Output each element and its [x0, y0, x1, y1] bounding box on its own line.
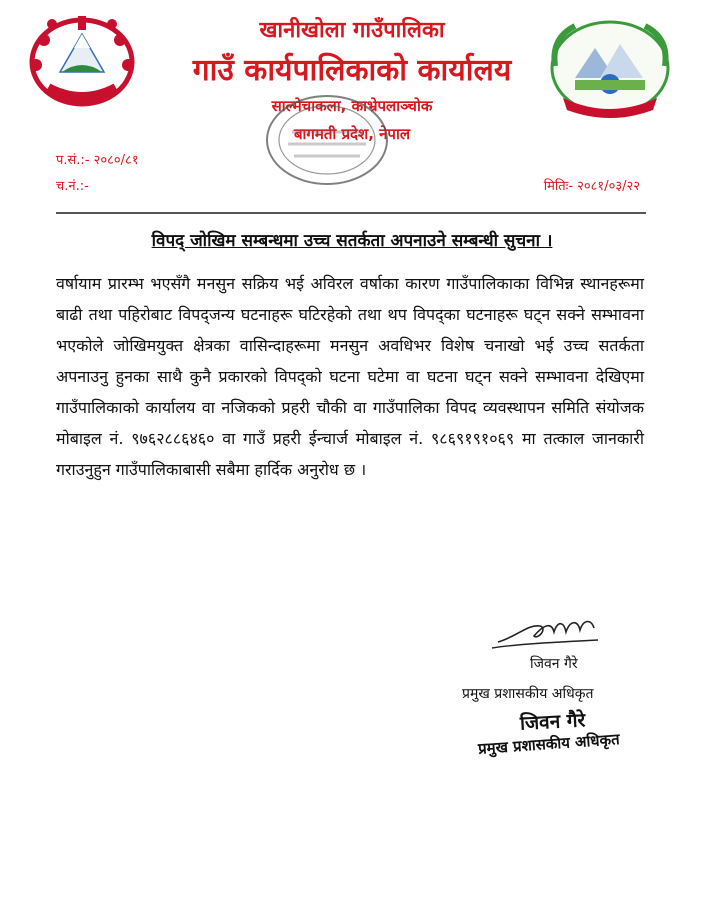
- dispatch-number: च.नं.:-: [56, 179, 89, 194]
- signatory-name: जिवन गैरे: [530, 656, 578, 672]
- title-stamp: प्रमुख प्रशासकीय अधिकृत: [477, 730, 621, 758]
- office-location: साल्मेचाकला, काभ्रेपलाञ्चोक: [271, 97, 433, 115]
- handwritten-signature: [488, 606, 608, 656]
- letter-date: मितिः- २०८१/०३/२२: [543, 179, 640, 194]
- reference-number: प.सं.:- २०८०/८१: [56, 153, 139, 168]
- office-seal-stamp: [262, 92, 392, 188]
- header-divider: [56, 212, 646, 214]
- municipality-name: खानीखोला गाउँपालिका: [259, 18, 445, 43]
- notice-subject: विपद् जोखिम सम्बन्धमा उच्च सतर्कता अपनाउने सम्बन्धी सुचना ।: [151, 231, 553, 251]
- notice-body: वर्षायाम प्रारम्भ भएसँगै मनसुन सक्रिय भई अविरल वर्षाका कारण गाउँपालिकाका विभिन्न स्थानहरूमा बाढी तथा पहिरोबाट विपद्जन्य घटनाहरू घटिरहेको तथा थप विपद्का घटनाहरू घट्न सक्ने सम्भावना भएकोले जोखिमयुक्त क्षेत्रका वासिन्दाहरूमा मनसुन अवधिभर विशेष चनाखो भई उच्च सतर्कता अपनाउनु हुनका साथै कुनै प्रकारको विपद्को घटना घटेमा वा घटना घट्न सक्ने सम्भावना देखिएमा गाउँपालिकाको कार्यालय वा नजिकको प्रहरी चौकी वा गाउँपालिका विपद व्यवस्थापन समिति संयोजक मोबाइल नं. ९७६२८८६४६० वा गाउँ प्रहरी ईन्चार्ज मोबाइल नं. ९८६९१९१०६९ मा तत्काल जानकारी गराउनुहुन गाउँपालिकाबासी सबैमा हार्दिक अनुरोध छ ।: [56, 274, 644, 479]
- name-stamp: जिवन गैरे: [519, 709, 586, 735]
- signatory-title: प्रमुख प्रशासकीय अधिकृत: [462, 686, 594, 702]
- office-name: गाउँ कार्यपालिकाको कार्यालय: [192, 53, 512, 88]
- office-province: बागमती प्रदेश, नेपाल: [293, 125, 411, 143]
